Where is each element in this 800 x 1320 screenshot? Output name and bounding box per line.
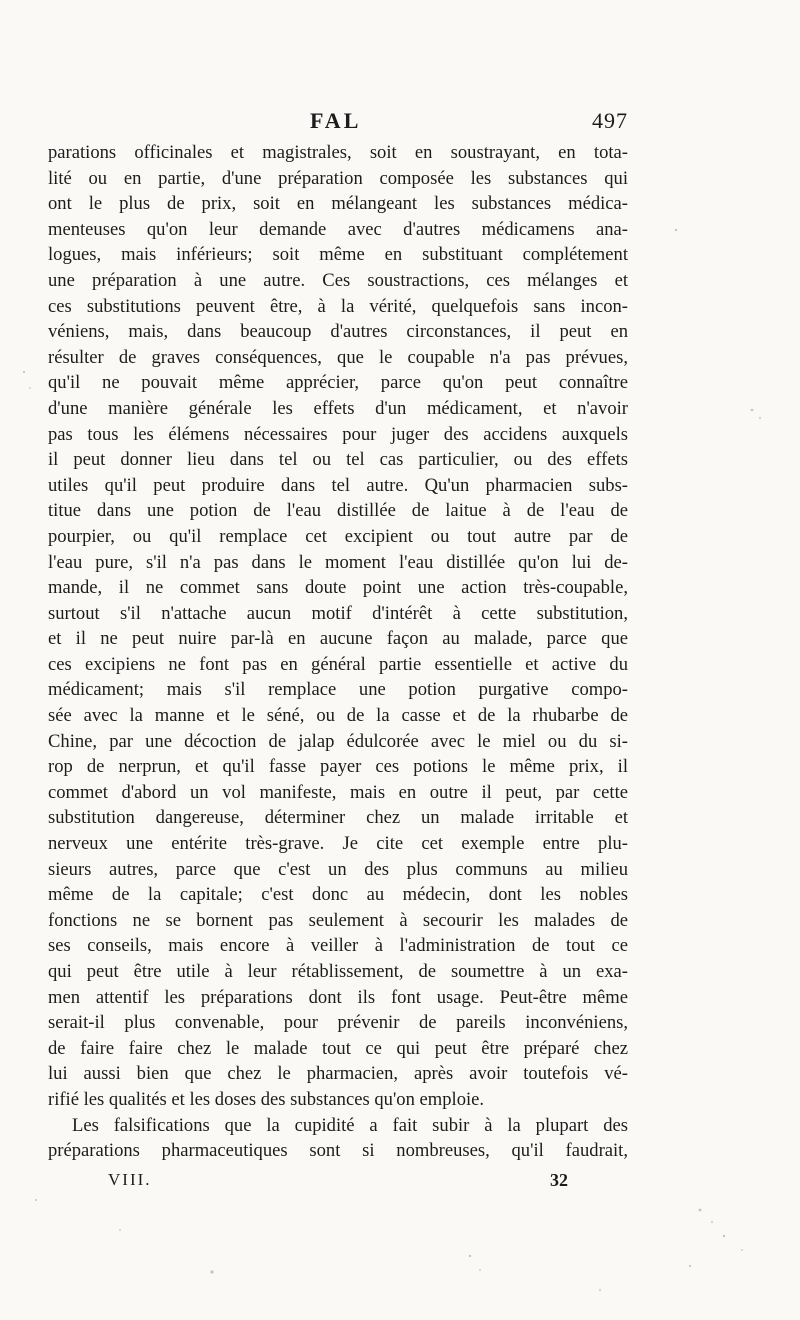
page-header xyxy=(48,104,628,138)
text-line: ces substitutions peuvent être, à la vérité, quelquefois sans incon- xyxy=(48,295,628,317)
paragraph-start-line: Les falsifications que la cupidité a fait subir à la plupart des xyxy=(72,1114,628,1136)
text-line: lui aussi bien que chez le pharmacien, après avoir toutefois vé- xyxy=(48,1063,628,1085)
text-line: même de la capitale; c'est donc au médecin, dont les nobles xyxy=(48,884,628,906)
text-line: logues, mais inférieurs; soit même en substituant complétement xyxy=(48,244,628,266)
text-line: qui peut être utile à leur rétablissement, de soumettre à un exa- xyxy=(48,961,628,982)
text-line: serait-il plus convenable, pour prévenir de pareils inconvéniens, xyxy=(48,1012,628,1034)
text-line: une préparation à une autre. Ces soustractions, ces mélanges et xyxy=(48,269,628,291)
text-line: pourpier, ou qu'il remplace cet excipient ou tout autre par de xyxy=(48,525,628,547)
text-line: fonctions ne se bornent pas seulement à secourir les malades de xyxy=(48,909,628,931)
text-line: véniens, mais, dans beaucoup d'autres circonstances, il peut en xyxy=(48,321,628,343)
text-line: nerveux une entérite très-grave. Je cite cet exemple entre plu- xyxy=(48,833,628,855)
text-line: rop de nerprun, et qu'il fasse payer ces potions le même prix, il xyxy=(48,756,628,778)
text-line: l'eau pure, s'il n'a pas dans le moment l'eau distillée qu'on lui de- xyxy=(48,551,628,573)
text-line: parations officinales et magistrales, soit en soustrayant, en tota- xyxy=(48,142,628,163)
text-line: ont le plus de prix, soit en mélangeant les substances médica- xyxy=(48,193,628,215)
text-line: commet d'abord un vol manifeste, mais en outre il peut, par cette xyxy=(48,781,628,803)
running-head: FAL xyxy=(310,108,362,133)
text-line: Chine, par une décoction de jalap édulcorée avec le miel ou du si- xyxy=(48,730,628,752)
text-line: ces excipiens ne font pas en général partie essentielle et active du xyxy=(48,653,628,675)
text-line: qu'il ne pouvait même apprécier, parce qu'on peut connaître xyxy=(48,372,628,394)
text-line: médicament; mais s'il remplace une potion purgative compo- xyxy=(48,679,628,701)
page-footer xyxy=(48,1170,628,1200)
text-line: d'une manière générale les effets d'un médicament, et n'avoir xyxy=(48,397,628,419)
text-line: pas tous les élémens nécessaires pour juger des accidens auxquels xyxy=(48,423,628,445)
text-line: résulter de graves conséquences, que le coupable n'a pas prévues, xyxy=(48,346,628,368)
text-line: titue dans une potion de l'eau distillée de laitue à de l'eau de xyxy=(48,500,628,522)
text-line: il peut donner lieu dans tel ou tel cas particulier, ou des effets xyxy=(48,449,628,471)
signature-mark: VIII. xyxy=(108,1170,152,1189)
body-text xyxy=(48,140,628,1164)
text-line: substitution dangereuse, déterminer chez un malade irritable et xyxy=(48,807,628,829)
text-line: et il ne peut nuire par-là en aucune façon au malade, parce que xyxy=(48,628,628,650)
text-line: utiles qu'il peut produire dans tel autre. Qu'un pharmacien subs- xyxy=(48,474,628,496)
text-line: menteuses qu'on leur demande avec d'autres médicamens ana- xyxy=(48,218,628,240)
page-number: 497 xyxy=(592,108,628,133)
text-line: préparations pharmaceutiques sont si nombreuses, qu'il faudrait, xyxy=(48,1140,628,1162)
text-line: de faire faire chez le malade tout ce qui peut être préparé chez xyxy=(48,1037,628,1059)
text-line: surtout s'il n'attache aucun motif d'intérêt à cette substitution, xyxy=(48,602,628,624)
text-line: rifié les qualités et les doses des substances qu'on emploie. xyxy=(48,1088,485,1110)
text-line: men attentif les préparations dont ils font usage. Peut-être même xyxy=(48,986,628,1008)
text-line: ses conseils, mais encore à veiller à l'administration de tout ce xyxy=(48,935,628,957)
text-line: sieurs autres, parce que c'est un des plus communs au milieu xyxy=(48,858,628,880)
text-line: lité ou en partie, d'une préparation composée les substances qui xyxy=(48,167,628,189)
text-line: sée avec la manne et le séné, ou de la casse et de la rhubarbe de xyxy=(48,705,628,727)
text-line: mande, il ne commet sans doute point une action très-coupable, xyxy=(48,577,628,599)
sheet-number: 32 xyxy=(550,1170,568,1190)
